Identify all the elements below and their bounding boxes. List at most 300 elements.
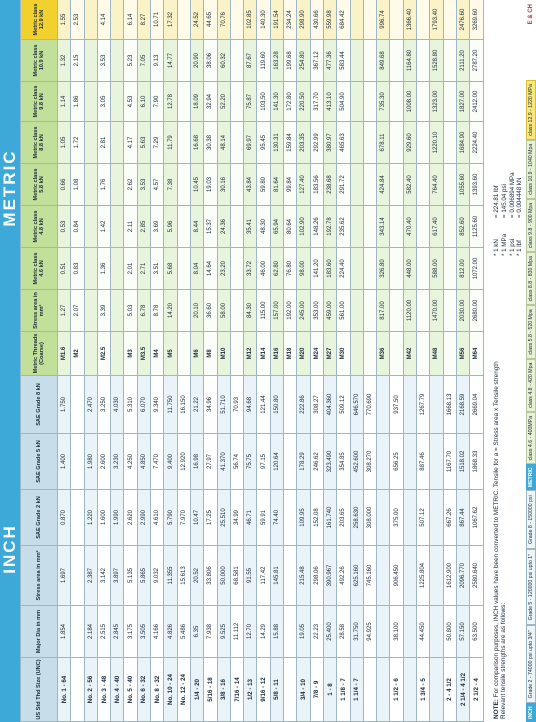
table-row [204,0,217,722]
cell-class-10-9: 1528.80 [430,40,443,82]
cell-sae-grade-8 [71,376,84,434]
cell-inch-stress-area: 3.897 [111,546,124,606]
cell-metric-thread [350,332,363,376]
cell-major-dia: 2.184 [84,606,97,658]
cell-class-12-9: 24.52 [190,0,203,40]
cell-sae-grade-8: 3.250 [97,376,110,434]
cell-class-9-8: 141.30 [270,82,283,122]
header-class-9-8: Metric class 9.8 kN [21,82,58,122]
cell-sae-grade-8: 94.68 [244,376,257,434]
cell-metric-thread: M8 [204,332,217,376]
cell-class-4-8: 235.62 [337,206,350,248]
cell-sae-grade-2 [377,490,390,546]
cell-sae-grade-2 [430,490,443,546]
table-row [456,0,469,722]
cell-thd-size: 1 1/2 - 6 [390,658,403,722]
cell-inch-stress-area: 5.865 [137,546,150,606]
cell-class-8-8 [230,122,243,164]
cell-metric-thread: M20 [297,332,310,376]
cell-class-10-9 [84,40,97,82]
cell-class-8-8: 30.38 [204,122,217,164]
cell-major-dia: 2.845 [111,606,124,658]
cell-sae-grade-2: 867.44 [456,490,469,546]
cell-metric-stress-area: 84.30 [244,290,257,332]
cell-sae-grade-8 [430,376,443,434]
cell-class-10-9: 5.23 [124,40,137,82]
cell-class-4-8 [443,206,456,248]
cell-sae-grade-5: 1167.70 [443,434,456,490]
cell-thd-size: 3/8 - 16 [217,658,230,722]
cell-class-5-8 [443,164,456,206]
cell-class-8-8: 11.79 [164,122,177,164]
legend-class-4-8: class 4.8 - 420 Mpa [526,359,536,412]
cell-sae-grade-5 [403,434,416,490]
cell-metric-thread: M4 [151,332,164,376]
cell-sae-grade-5: 16.98 [190,434,203,490]
cell-thd-size: 9/16 - 12 [257,658,270,722]
cell-sae-grade-5: 1.980 [84,434,97,490]
legend-grade-2: Grade 2 - 74000 psi upto 3/4" [526,625,536,703]
cell-class-12-9: 1.55 [58,0,71,40]
cell-metric-stress-area [350,290,363,332]
cell-sae-grade-5: 56.74 [230,434,243,490]
cell-class-9-8: 1827.00 [456,82,469,122]
cell-class-9-8: 103.50 [257,82,270,122]
cell-major-dia: 4.166 [151,606,164,658]
cell-class-9-8: 7.90 [151,82,164,122]
cell-sae-grade-8: 1668.13 [443,376,456,434]
table-row [137,0,150,722]
cell-sae-grade-8: 404.360 [323,376,336,434]
cell-class-10-9: 3.53 [97,40,110,82]
cell-sae-grade-5: 887.46 [417,434,430,490]
legend-class-4-6: class 4.6 - 400MPa [526,412,536,464]
cell-class-8-8: 159.84 [284,122,297,164]
cell-major-dia: 7.938 [204,606,217,658]
cell-class-5-8: 0.66 [58,164,71,206]
cell-class-4-6: 326.80 [377,248,390,290]
cell-class-10-9: 163.28 [270,40,283,82]
cell-major-dia: 19.05 [297,606,310,658]
cell-class-8-8: 929.60 [403,122,416,164]
cell-class-4-6: 2.71 [137,248,150,290]
cell-class-10-9: 2787.20 [470,40,483,82]
cell-class-12-9: 70.76 [217,0,230,40]
table-row [71,0,84,722]
cell-sae-grade-2 [403,490,416,546]
cell-class-10-9 [390,40,403,82]
cell-thd-size: 2 - 4 1/2 [443,658,456,722]
legend-inch-label: INCH [526,703,536,722]
cell-class-12-9: 44.65 [204,0,217,40]
cell-inch-stress-area: 91.55 [244,546,257,606]
cell-class-4-6: 5.68 [164,248,177,290]
conversion-row [516,172,524,256]
cell-class-4-8: 80.64 [284,206,297,248]
inch-section-title: INCH [0,376,20,722]
header-class-4-6: Metric class 4.6 kN [21,248,58,290]
header-class-5-8: Metric class 5.8 kN [21,164,58,206]
cell-class-5-8: 4.57 [151,164,164,206]
cell-class-4-6: 1072.00 [470,248,483,290]
cell-class-8-8 [84,122,97,164]
cell-sae-grade-2: 1.220 [84,490,97,546]
cell-major-dia: 15.88 [270,606,283,658]
cell-sae-grade-5: 12.920 [177,434,190,490]
cell-class-12-9 [111,0,124,40]
cell-class-4-8 [230,206,243,248]
cell-sae-grade-5: 3.230 [111,434,124,490]
legend-class-12-9: class 12.9 - 1220 MPa [526,80,536,140]
cell-class-10-9: 199.68 [284,40,297,82]
cell-class-9-8: 172.80 [284,82,297,122]
legend-metric-label: METRIC [526,464,536,490]
cell-inch-stress-area: 33.806 [204,546,217,606]
cell-class-8-8 [177,122,190,164]
cell-class-12-9: 6.14 [124,0,137,40]
legend-class-10-9: class 10.9 - 1040 Mpa [526,140,536,199]
cell-sae-grade-2: 59.91 [257,490,270,546]
cell-class-4-6: 33.72 [244,248,257,290]
note-text: For comparison purposes, INCH values have been converted to METRIC. Tensile for a = Stress area x Tensile strength [493,361,500,700]
cell-sae-grade-5 [284,434,297,490]
cell-metric-stress-area: 245.00 [297,290,310,332]
cell-class-4-6: 224.40 [337,248,350,290]
cell-class-12-9: 1366.40 [403,0,416,40]
table-row [97,0,110,722]
cell-major-dia [71,606,84,658]
cell-class-5-8: 1393.60 [470,164,483,206]
cell-major-dia: 3.175 [124,606,137,658]
cell-class-8-8: 1220.10 [430,122,443,164]
cell-class-10-9: 1.32 [58,40,71,82]
legend-grade-5: Grade 5 - 120000 psi upto 1" [526,549,536,625]
cell-sae-grade-2 [71,490,84,546]
cell-sae-grade-2: 25.510 [217,490,230,546]
cell-class-10-9: 1164.80 [403,40,416,82]
cell-class-8-8 [443,122,456,164]
cell-inch-stress-area: 20.52 [190,546,203,606]
cell-class-5-8 [390,164,403,206]
cell-sae-grade-5: 9.400 [164,434,177,490]
cell-class-12-9 [230,0,243,40]
cell-class-4-8: 65.94 [270,206,283,248]
cell-class-5-8 [230,164,243,206]
cell-metric-stress-area [363,290,376,332]
cell-sae-grade-8: 2669.04 [470,376,483,434]
cell-thd-size: No. 12 - 24 [177,658,190,722]
cell-class-5-8: 99.84 [284,164,297,206]
cell-inch-stress-area [284,546,297,606]
cell-sae-grade-2: 203.65 [337,490,350,546]
cell-class-12-9: 3269.60 [470,0,483,40]
cell-class-12-9: 8.27 [137,0,150,40]
cell-sae-grade-5: 323.490 [323,434,336,490]
cell-metric-stress-area: 36.60 [204,290,217,332]
cell-metric-stress-area [443,290,456,332]
conversion-unit: * 1 lbf [516,240,524,256]
cell-thd-size: 1/2 - 13 [244,658,257,722]
cell-class-12-9: 2476.60 [456,0,469,40]
cell-class-4-8: 2.11 [124,206,137,248]
cell-sae-grade-2: 1.600 [97,490,110,546]
cell-class-8-8 [417,122,430,164]
cell-class-8-8 [350,122,363,164]
cell-class-9-8: 18.09 [190,82,203,122]
cell-major-dia: 31.750 [350,606,363,658]
cell-sae-grade-8: 2168.59 [456,376,469,434]
grade-legend-bar [526,0,536,722]
table-row [430,0,443,722]
cell-class-8-8: 203.35 [297,122,310,164]
cell-inch-stress-area: 2096.770 [456,546,469,606]
cell-class-8-8: 2.81 [97,122,110,164]
cell-class-4-6 [443,248,456,290]
conversion-factors [493,172,524,256]
cell-class-12-9 [363,0,376,40]
cell-sae-grade-2: 308.000 [363,490,376,546]
cell-class-4-8: 24.36 [217,206,230,248]
cell-thd-size: 7/16 - 14 [230,658,243,722]
header-thd-size: US Std Thd Size (UNC) [21,658,58,722]
cell-class-4-6: 1.36 [97,248,110,290]
cell-metric-stress-area: 1470.00 [430,290,443,332]
cell-thd-size: No. 10 - 24 [164,658,177,722]
cell-sae-grade-8: 1.750 [58,376,71,434]
cell-class-5-8 [84,164,97,206]
cell-class-9-8 [443,82,456,122]
cell-metric-stress-area: 14.20 [164,290,177,332]
cell-thd-size: 3/4 - 10 [297,658,310,722]
cell-metric-thread: M2.5 [97,332,110,376]
cell-sae-grade-2: 17.25 [204,490,217,546]
cell-sae-grade-5: 178.29 [297,434,310,490]
cell-class-8-8: 380.97 [323,122,336,164]
cell-inch-stress-area: 3.142 [97,546,110,606]
cell-major-dia: 44.450 [417,606,430,658]
cell-class-4-8: 15.37 [204,206,217,248]
cell-thd-size [403,658,416,722]
cell-class-4-8: 470.40 [403,206,416,248]
cell-class-4-8: 148.26 [310,206,323,248]
cell-inch-stress-area: 625.160 [350,546,363,606]
cell-metric-stress-area: 459.00 [323,290,336,332]
cell-class-8-8: 292.99 [310,122,323,164]
cell-inch-stress-area: 1225.804 [417,546,430,606]
cell-sae-grade-8: 2.470 [84,376,97,434]
cell-class-10-9: 2.15 [71,40,84,82]
table-row [417,0,430,722]
cell-class-4-8 [390,206,403,248]
cell-sae-grade-5: 1868.33 [470,434,483,490]
cell-class-4-8: 3.69 [151,206,164,248]
cell-inch-stress-area: 1.697 [58,546,71,606]
cell-class-8-8: 48.14 [217,122,230,164]
cell-class-4-6: 183.60 [323,248,336,290]
cell-class-5-8: 59.80 [257,164,270,206]
cell-class-4-6 [390,248,403,290]
cell-class-10-9: 9.13 [151,40,164,82]
cell-inch-stress-area: 68.581 [230,546,243,606]
cell-class-5-8: 2.62 [124,164,137,206]
cell-major-dia: 4.826 [164,606,177,658]
table-row [284,0,297,722]
cell-inch-stress-area: 1612.900 [443,546,456,606]
cell-sae-grade-8: 308.27 [310,376,323,434]
cell-metric-stress-area: 192.00 [284,290,297,332]
cell-class-10-9 [417,40,430,82]
cell-thd-size [363,658,376,722]
conversion-unit: * 1 MPa [500,233,508,256]
header-inch-stress-area: Stress area in mm² [21,546,58,606]
cell-sae-grade-2: 667.26 [443,490,456,546]
cell-class-5-8: 1.08 [71,164,84,206]
cell-class-12-9: 684.42 [337,0,350,40]
cell-class-9-8: 4.53 [124,82,137,122]
cell-sae-grade-8: 509.12 [337,376,350,434]
cell-metric-stress-area: 5.03 [124,290,137,332]
cell-metric-thread: M3.5 [137,332,150,376]
cell-sae-grade-8: 646.570 [350,376,363,434]
cell-class-4-8: 35.41 [244,206,257,248]
cell-class-12-9: 17.32 [164,0,177,40]
cell-class-9-8: 1323.00 [430,82,443,122]
cell-major-dia: 9.525 [217,606,230,658]
cell-thd-size: 2 1/4 - 4 1/2 [456,658,469,722]
cell-class-5-8: 764.40 [430,164,443,206]
table-row [270,0,283,722]
cell-major-dia: 50.800 [443,606,456,658]
cell-metric-thread: M36 [377,332,390,376]
cell-metric-thread: M18 [284,332,297,376]
cell-sae-grade-5: 246.62 [310,434,323,490]
cell-class-4-8 [177,206,190,248]
cell-thd-size: No. 8 - 32 [151,658,164,722]
conversion-row [509,172,517,256]
cell-class-4-6: 14.64 [204,248,217,290]
cell-thd-size: 1/4 - 20 [190,658,203,722]
cell-sae-grade-8 [403,376,416,434]
table-row [217,0,230,722]
cell-thd-size: No. 5 - 40 [124,658,137,722]
cell-class-4-6: 3.51 [151,248,164,290]
cell-class-8-8: 95.45 [257,122,270,164]
cell-metric-thread: M64 [470,332,483,376]
cell-metric-thread: M5 [164,332,177,376]
cell-sae-grade-8: 11.750 [164,376,177,434]
cell-class-12-9: 234.24 [284,0,297,40]
cell-class-8-8 [363,122,376,164]
cell-class-10-9: 2111.20 [456,40,469,82]
cell-inch-stress-area: 492.26 [337,546,350,606]
section-header-bar [0,0,20,722]
cell-sae-grade-5: 2.600 [97,434,110,490]
cell-sae-grade-5: 1518.02 [456,434,469,490]
cell-class-5-8: 1055.60 [456,164,469,206]
cell-class-10-9: 87.67 [244,40,257,82]
cell-class-9-8 [177,82,190,122]
cell-class-4-6 [350,248,363,290]
cell-sae-grade-5: 452.600 [350,434,363,490]
table-row [403,0,416,722]
cell-sae-grade-8: 150.80 [270,376,283,434]
cell-class-4-8: 0.53 [58,206,71,248]
table-row [350,0,363,722]
cell-class-9-8 [111,82,124,122]
cell-sae-grade-8: 770.690 [363,376,376,434]
conversion-unit: * 1 kN [493,239,500,256]
cell-sae-grade-2: 2.620 [124,490,137,546]
cell-metric-stress-area: 3.39 [97,290,110,332]
cell-inch-stress-area: 298.06 [310,546,323,606]
cell-inch-stress-area [403,546,416,606]
cell-class-9-8: 504.90 [337,82,350,122]
cell-major-dia: 14.29 [257,606,270,658]
cell-class-9-8: 1.86 [71,82,84,122]
cell-sae-grade-2: 1.990 [111,490,124,546]
cell-sae-grade-8: 937.50 [390,376,403,434]
cell-metric-thread [230,332,243,376]
cell-major-dia: 38.100 [390,606,403,658]
cell-inch-stress-area: 15.613 [177,546,190,606]
cell-major-dia: 3.505 [137,606,150,658]
cell-metric-stress-area: 2.07 [71,290,84,332]
cell-class-9-8 [363,82,376,122]
cell-class-10-9 [177,40,190,82]
cell-major-dia: 2.515 [97,606,110,658]
cell-class-4-8 [350,206,363,248]
cell-class-12-9: 996.74 [377,0,390,40]
cell-sae-grade-2: 507.12 [417,490,430,546]
cell-thd-size: 5/16 - 18 [204,658,217,722]
cell-class-4-8 [111,206,124,248]
table-row [363,0,376,722]
cell-class-5-8: 19.03 [204,164,217,206]
cell-metric-thread: M3 [124,332,137,376]
header-class-12-9: Metric class 12.9 kN [21,0,58,40]
cell-metric-stress-area: 115.00 [257,290,270,332]
table-row [257,0,270,722]
table-row [297,0,310,722]
cell-class-4-6 [230,248,243,290]
cell-sae-grade-8: 121.44 [257,376,270,434]
cell-class-12-9: 559.98 [323,0,336,40]
cell-class-12-9 [417,0,430,40]
cell-class-4-8: 1125.60 [470,206,483,248]
legend-class-5-8: class 5.8 - 520 Mpa [526,305,536,358]
cell-inch-stress-area: 11.355 [164,546,177,606]
note-block [493,259,508,719]
cell-class-4-6: 588.00 [430,248,443,290]
cell-metric-thread: M24 [310,332,323,376]
table-body [58,0,484,722]
header-sae-grade-2: SAE Grade 2 kN [21,490,58,546]
cell-metric-thread [177,332,190,376]
cell-thd-size: 1 3/4 - 5 [417,658,430,722]
cell-class-10-9: 367.12 [310,40,323,82]
cell-metric-thread: M30 [337,332,350,376]
cell-major-dia [430,606,443,658]
cell-class-4-8: 192.78 [323,206,336,248]
cell-class-4-6: 76.80 [284,248,297,290]
cell-sae-grade-8: 16.150 [177,376,190,434]
cell-class-10-9 [350,40,363,82]
cell-metric-stress-area: 561.00 [337,290,350,332]
cell-class-12-9: 430.66 [310,0,323,40]
cell-thd-size [284,658,297,722]
cell-class-8-8: 69.97 [244,122,257,164]
cell-metric-stress-area [417,290,430,332]
